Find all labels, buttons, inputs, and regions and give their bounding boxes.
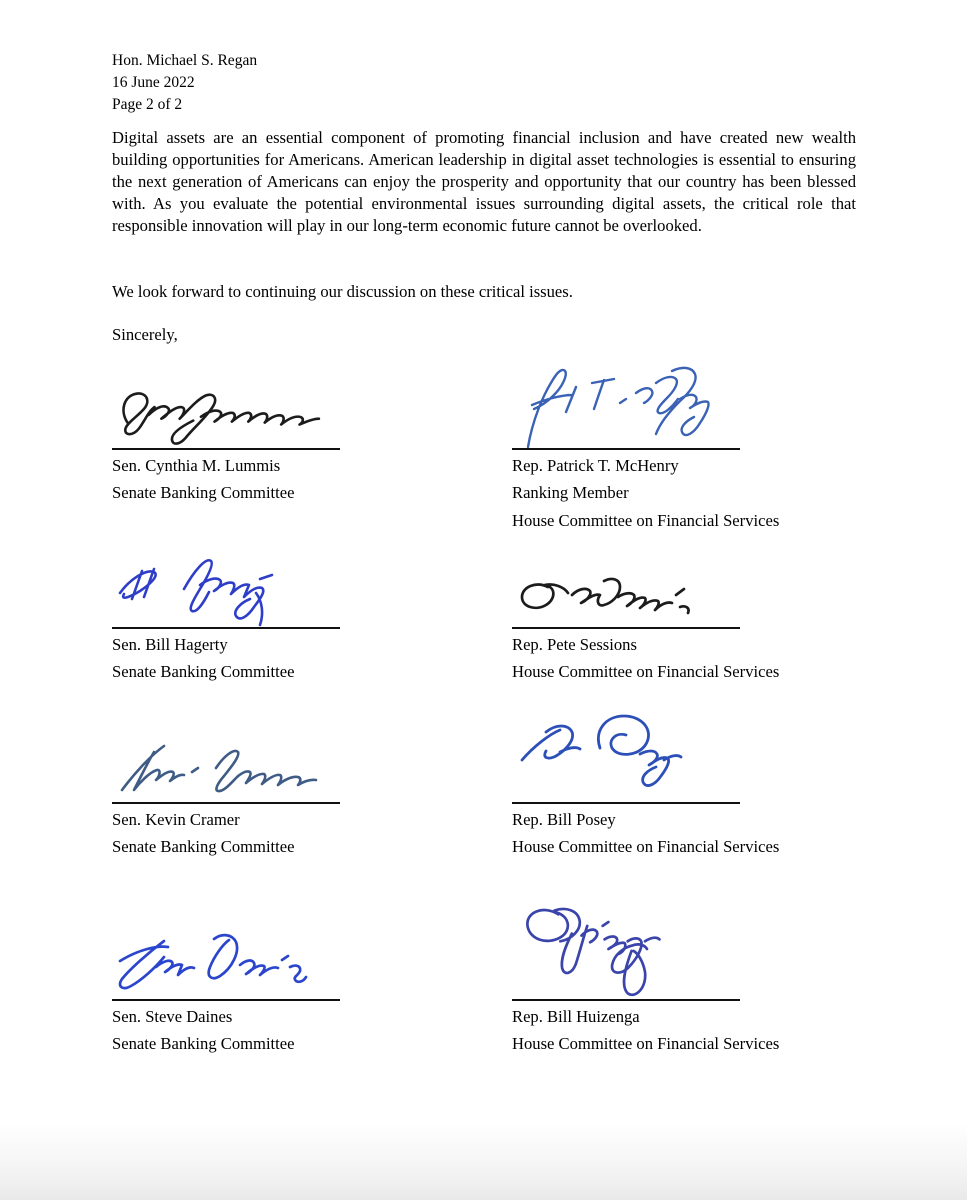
page-bottom-shadow [0,1122,967,1200]
cramer-signature-icon [112,734,347,796]
mchenry-signature-area [512,348,740,448]
signer-title: House Committee on Financial Services [512,662,780,682]
signature-block-posey [512,702,857,859]
body-paragraph-2: We look forward to continuing our discussion on these critical issues. [112,282,573,301]
signer-name: Rep. Bill Huizenga [512,1007,640,1026]
signature-line [112,448,340,450]
cramer-signature-area [112,702,340,802]
signature-block-daines [112,899,457,1056]
signature-block-cramer [112,702,457,859]
signature-block-hagerty [112,527,457,684]
posey-signature-area [512,702,740,802]
letter-date: 16 June 2022 [112,74,195,91]
daines-signature-icon [112,923,347,995]
body-paragraph-1: Digital assets are an essential component of promoting financial inclusion and have created new wealth building opportunities for Americans. American leadership in digital asset technologies is essential to ensuring the next generation of Americans can enjoy the prosperity and opportunity that our country has been blessed with. As you evaluate the potential environmental issues surrounding digital assets, the critical role that responsible innovation will play in our long-term economic future cannot be overlooked. [112,128,856,235]
signer-name: Sen. Kevin Cramer [112,810,240,829]
page-indicator: Page 2 of 2 [112,96,183,113]
signer-name: Rep. Pete Sessions [512,635,637,654]
sessions-signature-area [512,527,740,627]
signer-title: Ranking Member [512,483,629,503]
signer-name: Sen. Bill Hagerty [112,635,228,654]
signer-name: Rep. Bill Posey [512,810,616,829]
signature-line [112,999,340,1001]
daines-signature-area [112,899,340,999]
signer-name: Rep. Patrick T. McHenry [512,456,679,475]
mchenry-signature-icon [512,359,757,454]
huizenga-signature-icon [512,897,727,1001]
hagerty-signature-icon [112,545,347,637]
huizenga-signature-area [512,899,740,999]
signature-block-lummis [112,348,457,505]
signature-block-sessions [512,527,857,684]
signer-title: Senate Banking Committee [112,837,295,857]
signer-title: Senate Banking Committee [112,662,295,682]
sessions-signature-icon [512,565,717,617]
signer-title: Senate Banking Committee [112,483,295,503]
signature-line [512,627,740,629]
hagerty-signature-area [112,527,340,627]
lummis-signature-icon [112,372,344,448]
letter-header [112,50,257,116]
recipient-name: Hon. Michael S. Regan [112,52,258,69]
valediction: Sincerely, [112,325,178,344]
signer-title-2: House Committee on Financial Services [512,510,780,530]
lummis-signature-area [112,348,340,448]
signature-line [112,802,340,804]
signature-block-huizenga [512,899,857,1056]
signature-block-mchenry [512,348,857,532]
signer-title: House Committee on Financial Services [512,1034,780,1054]
posey-signature-icon [512,708,737,806]
signer-title: Senate Banking Committee [112,1034,295,1054]
signer-name: Sen. Steve Daines [112,1007,233,1026]
signer-title: House Committee on Financial Services [512,837,780,857]
signer-name: Sen. Cynthia M. Lummis [112,456,281,475]
